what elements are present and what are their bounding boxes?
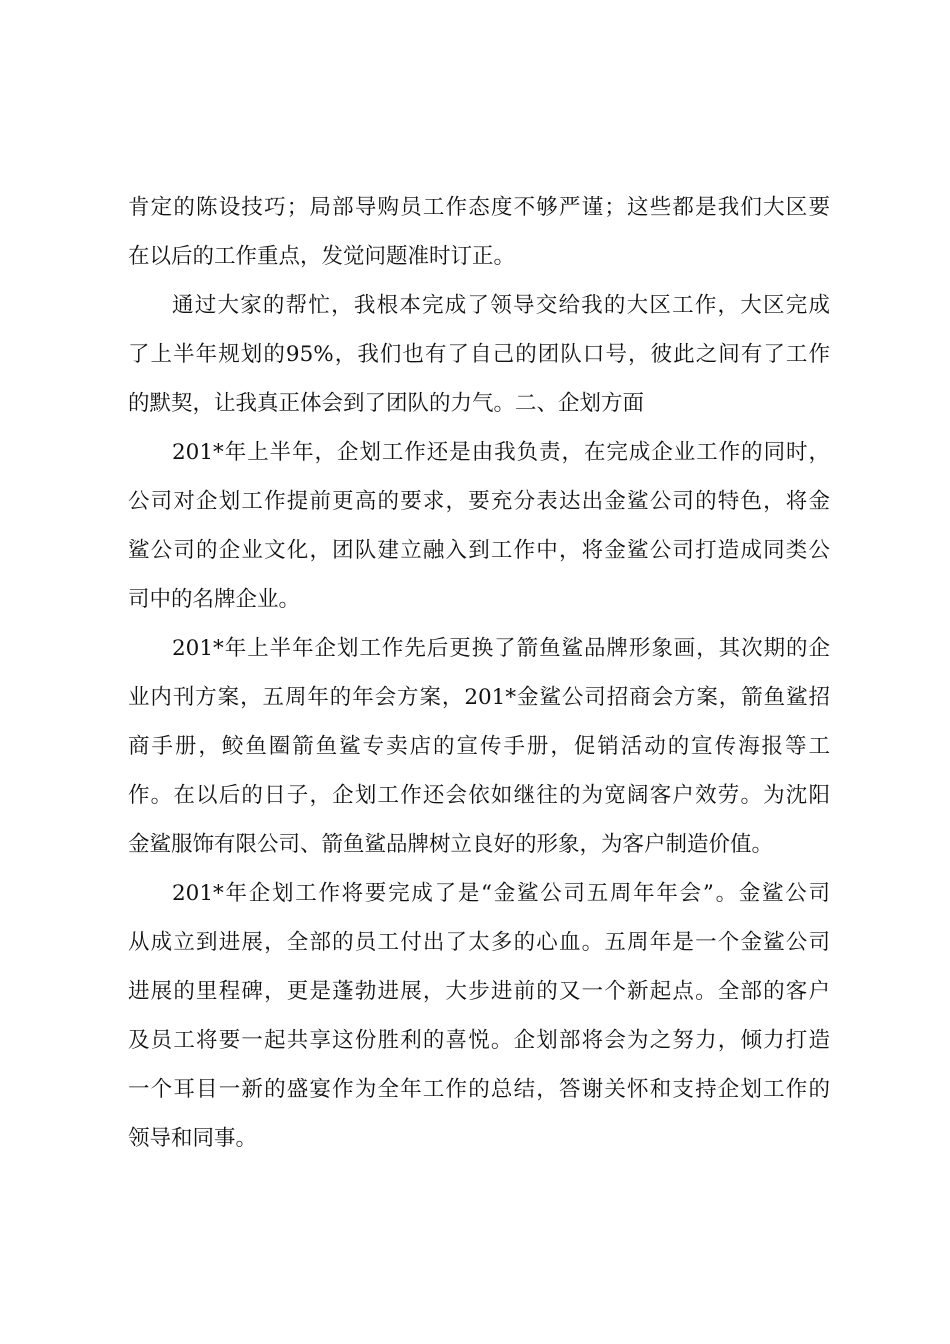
text-line: 司中的名牌企业。	[128, 587, 301, 612]
text-line: 业内刊方案，五周年的年会方案，201*金鲨公司招商会方案，箭鱼鲨招	[128, 685, 830, 710]
paragraph-2	[128, 281, 830, 428]
text-line: 的默契，让我真正体会到了团队的力气。二、企划方面	[128, 391, 645, 416]
text-line: 一个耳目一新的盛宴作为全年工作的总结，答谢关怀和支持企划工作的	[128, 1077, 830, 1102]
text-line: 肯定的陈设技巧；局部导购员工作态度不够严谨；这些都是我们大区要	[128, 195, 830, 220]
text-line: 201*年上半年，企划工作还是由我负责，在完成企业工作的同时，	[172, 440, 830, 465]
text-line: 及员工将要一起共享这份胜利的喜悦。企划部将会为之努力，倾力打造	[128, 1028, 830, 1053]
text-line: 了上半年规划的95%，我们也有了自己的团队口号，彼此之间有了工作	[128, 342, 830, 367]
text-line: 从成立到进展，全部的员工付出了太多的心血。五周年是一个金鲨公司	[128, 930, 830, 955]
text-line: 201*年上半年企划工作先后更换了箭鱼鲨品牌形象画，其次期的企	[172, 636, 830, 661]
document-body	[128, 183, 830, 1163]
text-line: 201*年企划工作将要完成了是“金鲨公司五周年年会”。金鲨公司	[172, 881, 830, 906]
paragraph-3	[128, 428, 830, 624]
text-line: 作。在以后的日子，企划工作还会依如继往的为宽阔客户效劳。为沈阳	[128, 783, 830, 808]
paragraph-4	[128, 624, 830, 869]
text-line: 金鲨服饰有限公司、箭鱼鲨品牌树立良好的形象，为客户制造价值。	[128, 832, 774, 857]
text-line: 在以后的工作重点，发觉问题准时订正。	[128, 244, 516, 269]
paragraph-1	[128, 183, 830, 281]
text-line: 公司对企划工作提前更高的要求，要充分表达出金鲨公司的特色，将金	[128, 489, 830, 514]
paragraph-5	[128, 869, 830, 1163]
text-line: 领导和同事。	[128, 1126, 258, 1151]
text-line: 通过大家的帮忙，我根本完成了领导交给我的大区工作，大区完成	[172, 293, 830, 318]
text-line: 商手册，鲛鱼圈箭鱼鲨专卖店的宣传手册，促销活动的宣传海报等工	[128, 734, 830, 759]
text-line: 鲨公司的企业文化，团队建立融入到工作中，将金鲨公司打造成同类公	[128, 538, 830, 563]
text-line: 进展的里程碑，更是蓬勃进展，大步进前的又一个新起点。全部的客户	[128, 979, 830, 1004]
